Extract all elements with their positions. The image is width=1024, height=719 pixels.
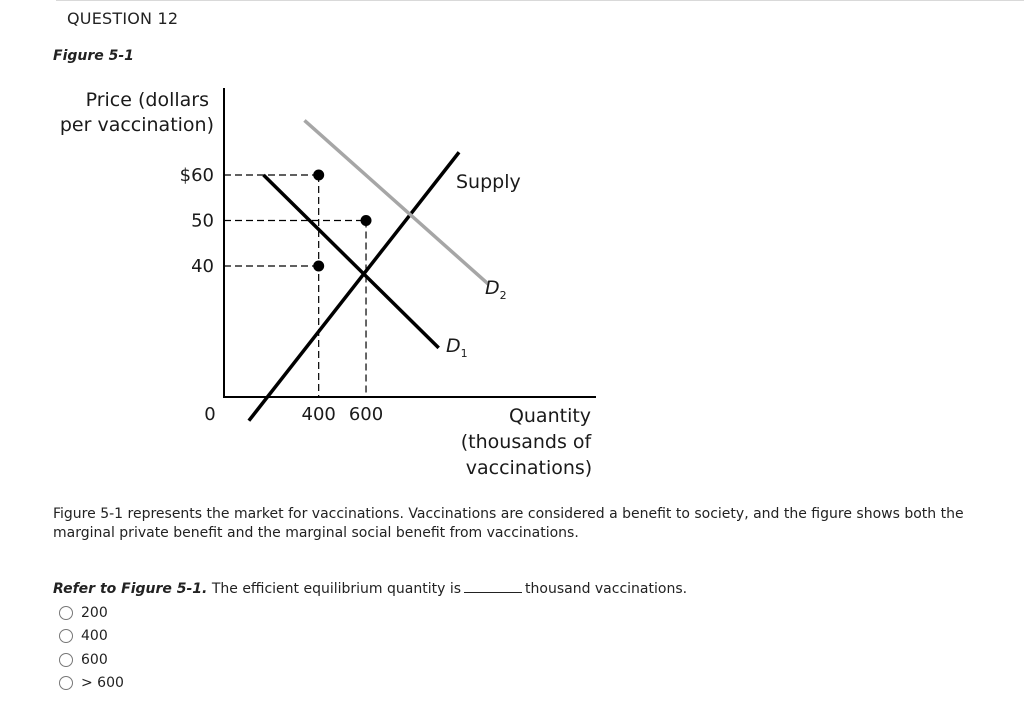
radio-button[interactable] [59,606,73,620]
y-tick-label: 50 [191,210,214,232]
option-label: > 600 [81,675,124,692]
y-axis-label-line2: per vaccination) [59,114,214,136]
prompt-figure-reference: Refer to Figure 5-1. [53,581,208,597]
option-400[interactable] [59,625,124,649]
question-prompt [53,581,687,597]
curve-label-subscript: 1 [460,347,468,360]
option-label: 400 [81,628,108,645]
demand-curve-d2-label [485,277,507,302]
option-more-than-600[interactable] [59,672,124,696]
x-axis-label-line3: vaccinations) [465,457,593,479]
curve-label-subscript: 2 [499,289,507,302]
social-equilibrium-dot [361,215,372,226]
radio-button[interactable] [59,676,73,690]
option-600[interactable] [59,648,124,672]
x-axis-label-line2: (thousands of [460,431,592,453]
demand-curve-d1 [264,175,439,348]
y-tick-label: $60 [179,165,214,186]
origin-label: 0 [204,404,216,425]
option-label: 600 [81,651,108,668]
radio-button[interactable] [59,629,73,643]
answer-blank [464,581,522,593]
curve-label-text: D [485,277,500,299]
x-axis-label-line1: Quantity [508,405,592,427]
y-tick-labels [180,165,214,277]
figure-label: Figure 5-1 [53,48,134,64]
prompt-text-after: thousand vaccinations. [525,581,688,597]
answer-options [59,601,124,695]
equilibrium-points [313,170,371,272]
prompt-text-before: The efficient equilibrium quantity is [211,581,462,597]
marginal-social-benefit-at-400-dot [313,170,324,181]
curve-labels [446,171,521,360]
question-description: Figure 5-1 represents the market for vaccinations. Vaccinations are considered a benefit to society, and the figure shows both the marginal private benefit and the marginal social benefit from vaccinations. [53,506,964,541]
question-title: QUESTION 12 [67,9,179,28]
curves [249,120,489,420]
curve-label-text: D [446,335,461,357]
demand-curve-d2 [304,120,488,284]
option-label: 200 [81,604,108,621]
radio-button[interactable] [59,653,73,667]
option-200[interactable] [59,601,124,625]
x-tick-label: 400 [301,404,336,425]
demand-curve-d1-label [446,335,468,360]
x-tick-label: 600 [348,404,384,425]
private-equilibrium-dot [313,261,324,272]
curve-label-text: Supply [456,171,521,193]
supply-curve-label [456,171,521,193]
x-tick-labels [302,404,384,425]
y-tick-label: 40 [191,256,214,277]
y-axis-label-line1: Price (dollars [85,89,209,111]
